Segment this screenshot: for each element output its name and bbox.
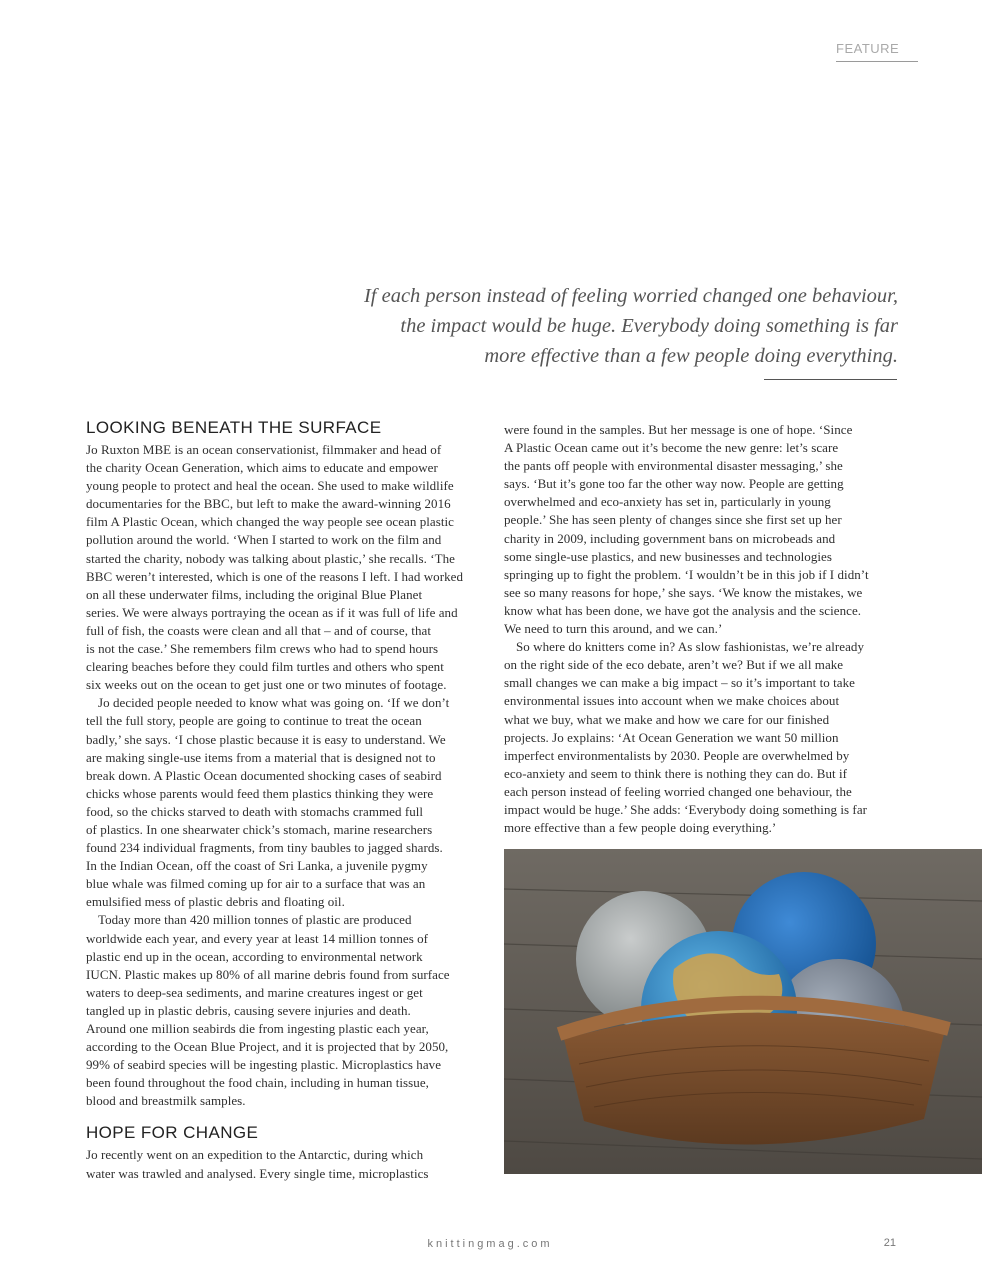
text-line: six weeks out on the ocean to get just one or two minutes of footage. — [86, 677, 447, 693]
text-line: imperfect environmentalists by 2030. People are overwhelmed by — [504, 747, 850, 763]
pull-quote-line: the impact would be huge. Everybody doing something is far — [400, 315, 898, 337]
text-line: projects. Jo explains: ‘At Ocean Generation we want 50 million — [504, 729, 839, 745]
text-line: badly,’ she says. ‘I chose plastic because it is easy to understand. We — [86, 731, 446, 747]
text-line: impact would be huge.’ She adds: ‘Everybody doing something is far — [504, 801, 868, 817]
text-line: the charity Ocean Generation, which aims to educate and empower — [86, 460, 438, 476]
text-line: emulsified mess of plastic debris and floating oil. — [86, 894, 345, 910]
text-line: blue whale was filmed coming up for air to a surface that was an — [86, 876, 426, 892]
section-heading: HOPE FOR CHANGE — [86, 1123, 259, 1143]
text-line: Today more than 420 million tonnes of plastic are produced — [98, 912, 412, 928]
text-line: Jo decided people needed to know what was going on. ‘If we don’t — [98, 695, 450, 711]
text-line: Around one million seabirds die from ingesting plastic each year, — [86, 1021, 429, 1036]
text-line: started the charity, nobody was talking about plastic,’ she recalls. ‘The — [86, 550, 455, 566]
photo-yarn-basket-globe — [504, 849, 982, 1174]
text-line: been found throughout the food chain, including in human tissue, — [86, 1075, 429, 1091]
text-line: springing up to fight the problem. ‘I wouldn’t be in this job if I didn’t — [504, 566, 869, 582]
pull-quote — [330, 281, 898, 371]
text-line: pollution around the world. ‘When I started to work on the film and — [86, 532, 442, 548]
paragraph — [504, 638, 896, 837]
text-line: Jo Ruxton MBE is an ocean conservationist, filmmaker and head of — [86, 442, 442, 457]
text-line: water was trawled and analysed. Every single time, microplastics — [86, 1165, 429, 1181]
page-number: 21 — [883, 1237, 896, 1249]
paragraph — [86, 694, 478, 911]
text-line: small changes we can make a big impact – so it’s important to take — [504, 675, 855, 691]
text-line: were found in the samples. But her message is one of hope. ‘Since — [504, 422, 853, 437]
text-line: A Plastic Ocean came out it’s become the new genre: let’s scare — [504, 440, 839, 456]
text-line: more effective than a few people doing everything.’ — [504, 820, 777, 836]
text-line: environmental issues into account when we make choices about — [504, 693, 840, 709]
text-line: film A Plastic Ocean, which changed the way people see ocean plastic — [86, 514, 454, 530]
text-line: plastic end up in the ocean, according to environmental network — [86, 948, 423, 964]
text-line: tell the full story, people are going to continue to treat the ocean — [86, 713, 422, 729]
text-line: worldwide each year, and every year at least 14 million tonnes of — [86, 930, 429, 946]
footer-website: knittingmag.com — [427, 1238, 553, 1250]
text-line: know what has been done, we have got the analysis and the science. — [504, 602, 862, 618]
text-line: are making single-use items from a material that is designed not to — [86, 749, 436, 765]
text-line: waters to deep-sea sediments, and marine creatures ingest or get — [86, 984, 423, 1000]
text-line: We need to turn this around, and we can.’ — [504, 621, 723, 637]
text-line: each person instead of feeling worried changed one behaviour, the — [504, 783, 852, 799]
text-line: blood and breastmilk samples. — [86, 1093, 246, 1109]
pull-quote-rule — [764, 379, 897, 380]
text-line: 99% of seabird species will be ingesting plastic. Microplastics have — [86, 1057, 442, 1073]
text-line: what we buy, what we make and how we care for our finished — [504, 711, 830, 727]
section-label: FEATURE — [836, 41, 918, 62]
paragraph — [86, 1146, 478, 1182]
article-column-left — [86, 417, 478, 1183]
text-line: some single-use plastics, and new businesses and technologies — [504, 548, 832, 564]
text-line: charity in 2009, including government bans on microbeads and — [504, 530, 836, 546]
text-line: young people to protect and heal the ocean. She used to make wildlife — [86, 478, 454, 494]
text-line: found 234 individual fragments, from tiny baubles to jagged shards. — [86, 840, 443, 856]
text-line: according to the Ocean Blue Project, and it is projected that by 2050, — [86, 1039, 449, 1055]
text-line: series. We were always portraying the ocean as if it was full of life and — [86, 604, 458, 620]
text-line: on all these underwater films, including the original Blue Planet — [86, 586, 423, 602]
paragraph — [86, 911, 478, 1110]
text-line: see so many reasons for hope,’ she says. ‘We know the mistakes, we — [504, 584, 863, 600]
text-line: people.’ She has seen plenty of changes since she first set up her — [504, 512, 842, 528]
text-line: the pants off people with environmental disaster messaging,’ she — [504, 458, 843, 474]
text-line: documentaries for the BBC, but left to make the award-winning 2016 — [86, 496, 451, 512]
text-line: eco-anxiety and seem to think there is nothing they can do. But if — [504, 765, 848, 781]
text-line: tangled up in plastic debris, causing severe injuries and death. — [86, 1002, 411, 1018]
article-column-right — [504, 421, 896, 837]
text-line: full of fish, the coasts were clean and all that – and of course, that — [86, 622, 431, 638]
text-line: So where do knitters come in? As slow fashionistas, we’re already — [516, 639, 865, 655]
section-heading: LOOKING BENEATH THE SURFACE — [86, 418, 382, 437]
text-line: overwhelmed and eco-anxiety has set in, particularly in young — [504, 494, 831, 510]
pull-quote-line: If each person instead of feeling worried changed one behaviour, — [363, 285, 898, 307]
text-line: BBC weren’t interested, which is one of the reasons I left. I had worked — [86, 568, 464, 584]
text-line: clearing beaches before they could film turtles and others who spent — [86, 659, 444, 675]
pull-quote-line: more effective than a few people doing everything. — [484, 345, 898, 367]
text-line: chicks whose parents would feed them plastics thinking they were — [86, 785, 434, 801]
text-line: IUCN. Plastic makes up 80% of all marine debris found from surface — [86, 966, 450, 982]
text-line: food, so the chicks starved to death with stomachs crammed full — [86, 803, 424, 819]
text-line: says. ‘But it’s gone too far the other way now. People are getting — [504, 476, 844, 492]
paragraph — [504, 421, 896, 638]
paragraph — [86, 441, 478, 694]
text-line: is not the case.’ She remembers film crews who had to spend hours — [86, 641, 439, 657]
text-line: break down. A Plastic Ocean documented shocking cases of seabird — [86, 767, 442, 783]
text-line: of plastics. In one shearwater chick’s stomach, marine researchers — [86, 821, 433, 837]
text-line: on the right side of the eco debate, aren’t we? But if we all make — [504, 657, 844, 673]
text-line: Jo recently went on an expedition to the Antarctic, during which — [86, 1147, 424, 1163]
text-line: In the Indian Ocean, off the coast of Sri Lanka, a juvenile pygmy — [86, 858, 428, 874]
